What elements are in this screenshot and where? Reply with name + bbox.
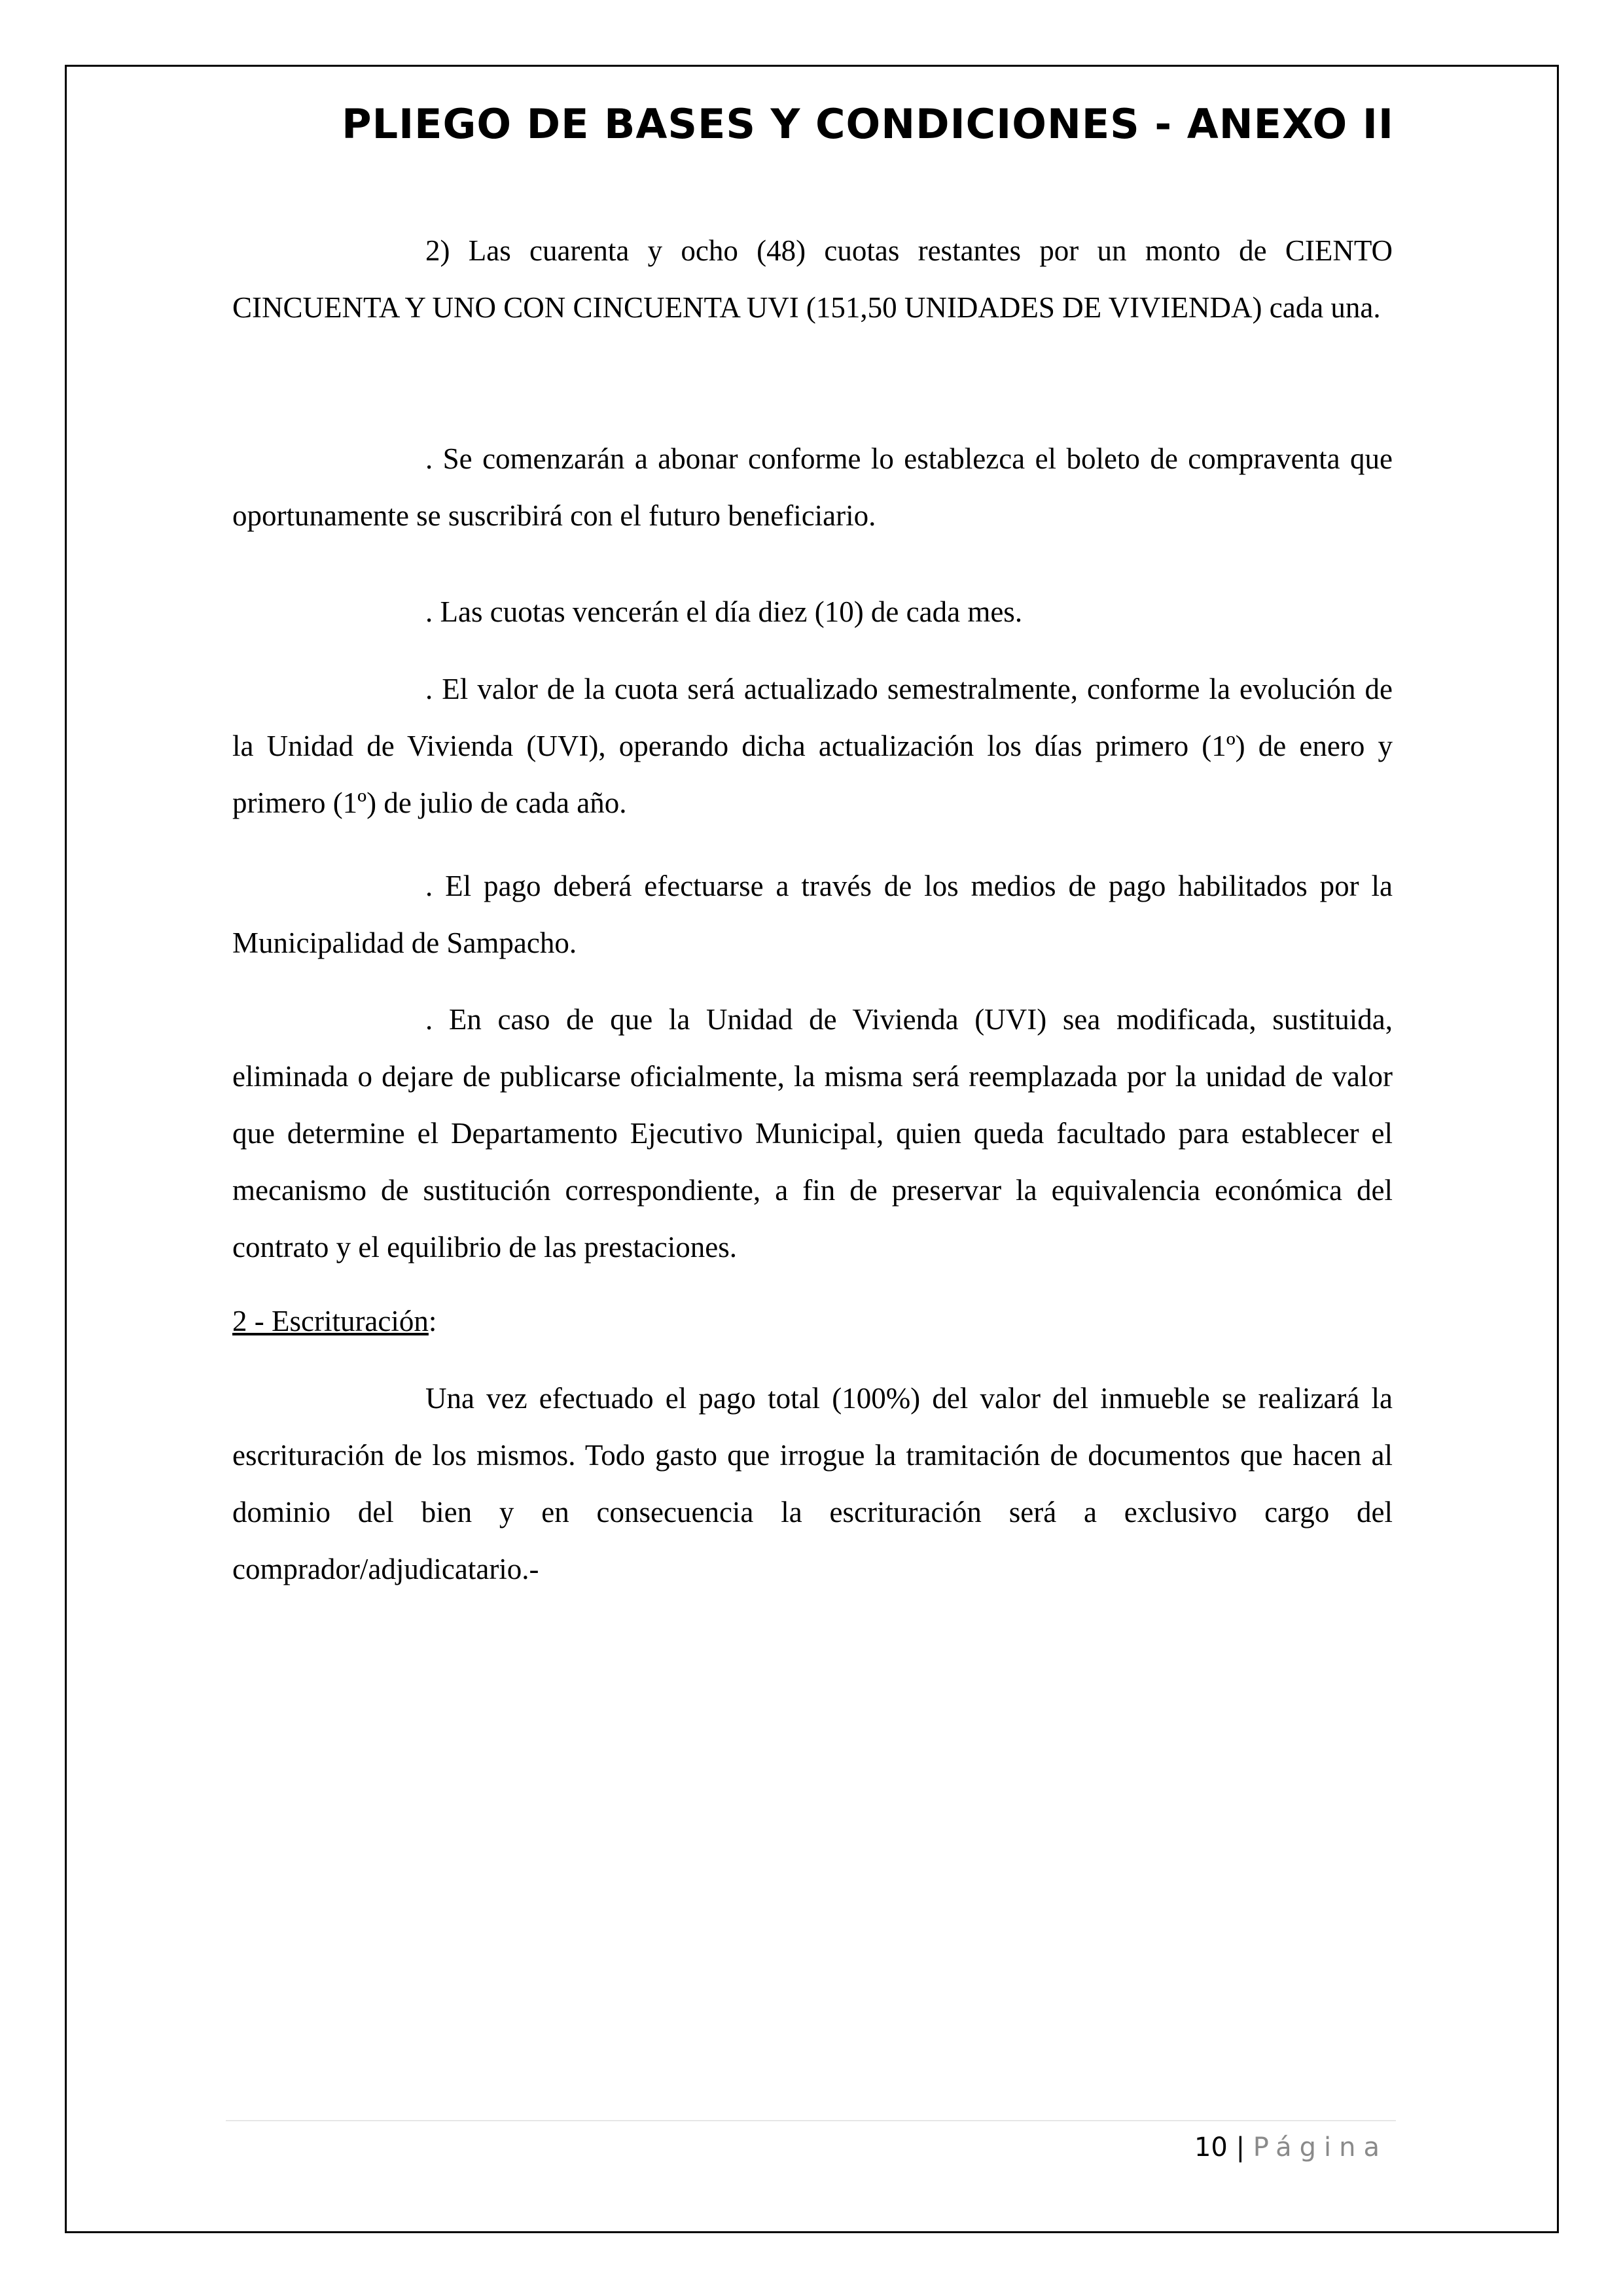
page-label: Página: [1253, 2132, 1387, 2163]
document-title: PLIEGO DE BASES Y CONDICIONES - ANEXO II: [342, 100, 1394, 148]
paragraph-actualizacion: . El valor de la cuota será actualizado semestralmente, conforme la evolución de la Unidad de Vivienda (UVI), operando dicha actualización los días primero (1º) de enero y primero (1º) de julio de cada año.: [232, 673, 1393, 819]
page-footer: [982, 2128, 1387, 2167]
paragraph-medios-pago: . El pago deberá efectuarse a través de los medios de pago habilitados por la Municipalidad de Sampacho.: [232, 870, 1393, 959]
paragraph-escrituracion: Una vez efectuado el pago total (100%) del valor del inmueble se realizará la escrituración de los mismos. Todo gasto que irrogue la tramitación de documentos que hacen al dominio del bien y en consecuencia la escrituración será a exclusivo cargo del comprador/adjudicatario.-: [232, 1382, 1393, 1585]
footer-separator: |: [1227, 2132, 1253, 2163]
footer-divider: [226, 2120, 1396, 2121]
page-number: 10: [1194, 2132, 1228, 2163]
section-heading-escrituracion: [232, 1293, 1393, 1350]
paragraph-sustitucion-uvi: . En caso de que la Unidad de Vivienda (UVI) sea modificada, sustituida, eliminada o dejare de publicarse oficialmente, la misma será reemplazada por la unidad de valor que determine el Departamento Ejecutivo Municipal, quien queda facultado para establecer el mecanismo de sustitución correspondiente, a fin de preservar la equivalencia económica del contrato y el equilibrio de las prestaciones.: [232, 1003, 1393, 1263]
section-heading-text: 2 - Escrituración: [232, 1305, 429, 1337]
section-heading-colon: :: [428, 1305, 437, 1337]
paragraph-inicio-pago: . Se comenzarán a abonar conforme lo establezca el boleto de compraventa que oportunamente se suscribirá con el futuro beneficiario.: [232, 442, 1393, 532]
paragraph-vencimiento: . Las cuotas vencerán el día diez (10) de cada mes.: [425, 595, 1023, 628]
paragraph-cuotas-restantes: 2) Las cuarenta y ocho (48) cuotas restantes por un monto de CIENTO CINCUENTA Y UNO CON CINCUENTA UVI (151,50 UNIDADES DE VIVIENDA) cada una.: [232, 234, 1393, 324]
